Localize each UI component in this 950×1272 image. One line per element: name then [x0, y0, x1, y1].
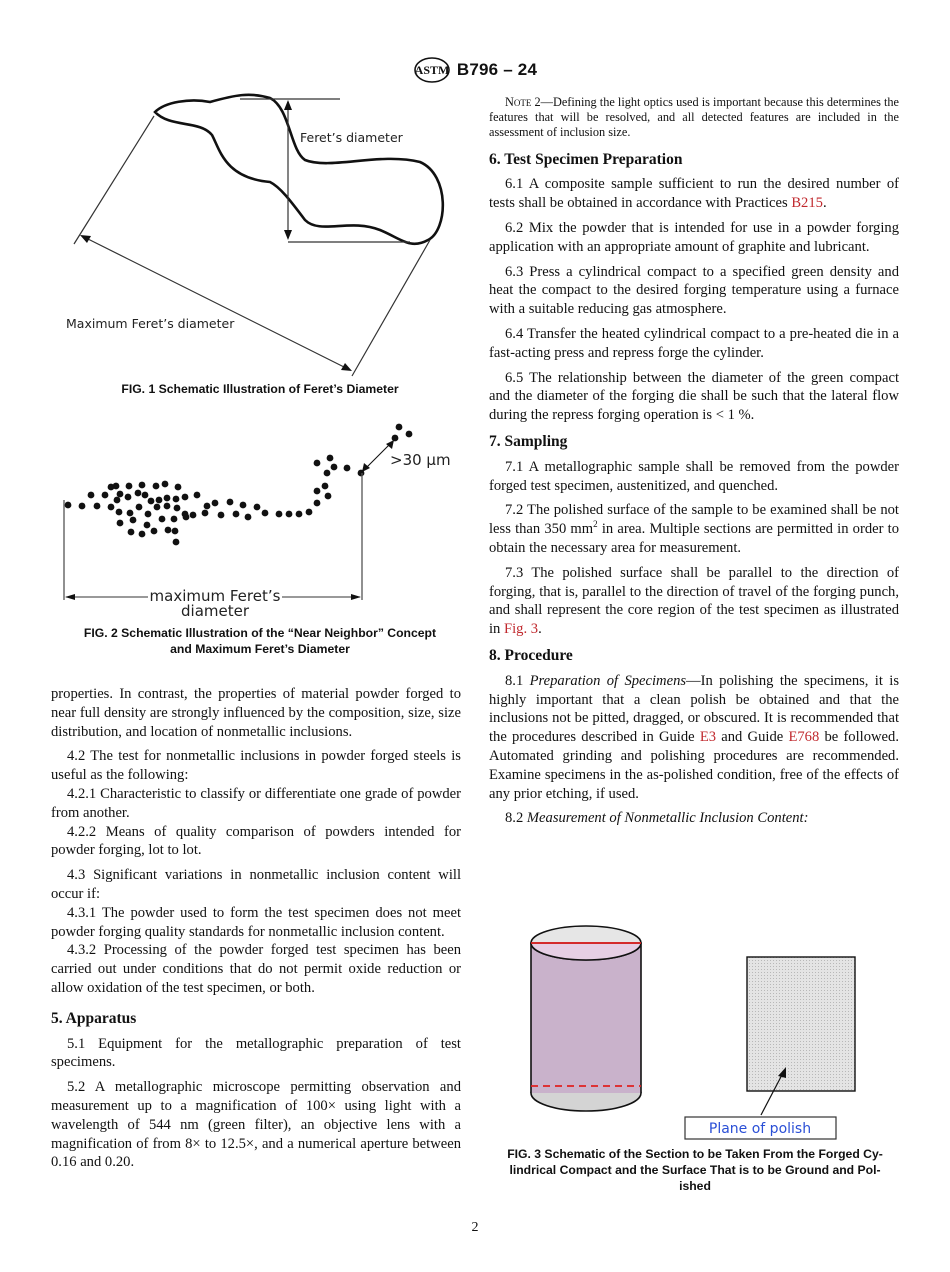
section-4-2-1: 4.2.1 Characteristic to classify or differentiate one grade of powder from another. [51, 785, 461, 821]
heading-sampling: 7. Sampling [489, 432, 568, 450]
figure-3-caption [485, 1146, 905, 1194]
figure-1-caption: FIG. 1 Schematic Illustration of Feret’s Diameter [121, 382, 399, 396]
cylinder-section-diagram [485, 915, 905, 1145]
section-4-2: 4.2 The test for nonmetallic inclusions in powder forged steels is useful as the following: [51, 748, 461, 784]
figure-2-caption-line-1: FIG. 2 Schematic Illustration of the “Near Neighbor” Concept [83, 626, 437, 640]
note-2-text: —Defining the light optics used is important because this determines the features that will be resolved, and all detected features are included in the assessment of inclusion size. [489, 95, 899, 140]
section-4-3-1: 4.3.1 The powder used to form the test specimen does not meet powder forging quality standards for nonmetallic inclusion content. [51, 904, 461, 940]
svg-text:maximum Feret’s: maximum Feret’s [149, 587, 281, 605]
svg-text:Feret’s diameter: Feret’s diameter [300, 130, 403, 145]
figure-2-caption [50, 625, 470, 657]
section-6-1: 6.1 A composite sample sufficient to run the desired number of tests shall be obtained in accordance with Practices B215. [489, 176, 899, 212]
svg-text:>30 µm: >30 µm [390, 451, 451, 469]
svg-text:Plane of polish: Plane of polish [708, 1121, 812, 1137]
svg-text:diameter: diameter [181, 602, 249, 620]
heading-apparatus: 5. Apparatus [51, 1009, 137, 1027]
link-e3[interactable]: E3 [699, 729, 717, 746]
note-2 [489, 95, 899, 141]
left-column-text [51, 685, 461, 1178]
figure-3-caption-line-3: ished [679, 1179, 711, 1193]
link-fig-3[interactable]: Fig. 3 [504, 621, 539, 638]
section-8-1: 8.1 Preparation of Specimens—In polishing the specimens, it is highly important that a clean polish be obtained and that the inclusions not be pitted, dragged, or obscured. It is recommended that the procedures described in Guide E3 and Guide E768 be followed. Automated grinding and polishing procedures are recommended. Examine specimens in the as-polished condition, free of the effects of any prior etching, if used. [489, 672, 899, 802]
figure-3-caption-line-1: FIG. 3 Schematic of the Section to be Taken From the Forged Cy- [507, 1147, 883, 1161]
page-header [0, 56, 950, 84]
page-number: 2 [471, 1220, 479, 1235]
section-8-2: 8.2 Measurement of Nonmetallic Inclusion Content: [505, 810, 809, 827]
figure-3 [485, 915, 905, 1145]
near-neighbor-diagram [50, 405, 470, 620]
paragraph-continued: properties. In contrast, the properties of material powder forged to near full density are strongly influenced by the composition, size, size distribution, and location of nonmetallic inclusions. [51, 686, 461, 740]
figure-2-caption-line-2: and Maximum Feret’s Diameter [170, 642, 350, 656]
heading-test-specimen-preparation: 6. Test Specimen Preparation [489, 150, 683, 168]
section-7-3: 7.3 The polished surface shall be parallel to the direction of forging, that is, parallel to the direction of travel of the forging punch, and shall represent the core region of the test specimen as illustrated in Fig. 3. [489, 564, 899, 638]
section-4-3-2: 4.3.2 Processing of the powder forged test specimen has been carried out under conditions that do not permit oxide reduction or allow oxidation of the test specimen, or both. [51, 942, 461, 996]
section-6-5: 6.5 The relationship between the diameter of the green compact and the diameter of the forging die shall be such that the lateral flow during the repress forging operation is < 1 %. [489, 369, 899, 424]
svg-text:ASTM: ASTM [414, 63, 450, 77]
section-6-4: 6.4 Transfer the heated cylindrical compact to a pre-heated die in a fast-acting press and repress forge the cylinder. [489, 325, 899, 361]
section-7-1: 7.1 A metallographic sample shall be removed from the powder forged test specimen, austenitized, and quenched. [489, 458, 899, 494]
section-6-2: 6.2 Mix the powder that is intended for use in a powder forging application with an appropriate amount of graphite and lubricant. [489, 220, 899, 255]
link-b215[interactable]: B215 [791, 195, 823, 212]
right-column-text [489, 95, 899, 834]
figure-1 [50, 90, 470, 380]
section-5-1: 5.1 Equipment for the metallographic preparation of test specimens. [51, 1035, 461, 1071]
feret-diameter-diagram [50, 90, 470, 380]
document-designation: B796 – 24 [456, 60, 538, 79]
section-5-2: 5.2 A metallographic microscope permitting observation and measurement up to a magnification of 100× using light with a wavelength of 544 nm (green filter), an objective lens with a magnification of from 8× to 12.5×, and a numerical aperture between 0.16 and 0.20. [51, 1079, 461, 1171]
section-4-3: 4.3 Significant variations in nonmetallic inclusion content will occur if: [51, 867, 461, 902]
section-6-3: 6.3 Press a cylindrical compact to a specified green density and heat the compact to the desired forging temperature using a furnace with a suitable reducing gas atmosphere. [489, 263, 899, 318]
heading-procedure: 8. Procedure [489, 646, 573, 664]
figure-2 [50, 405, 470, 620]
section-7-2: 7.2 The polished surface of the sample to be examined shall be not less than 350 $mm^2$ in area. Multiple sections are permitted in order to obtain the necessary area for measurement. [489, 502, 899, 556]
astm-logo-icon [413, 55, 451, 85]
link-e768[interactable]: E768 [788, 729, 820, 746]
figure-3-caption-line-2: lindrical Compact and the Surface That is to be Ground and Pol- [509, 1163, 881, 1177]
note-2-label: Note 2 [505, 95, 541, 109]
svg-text:Maximum Feret’s diameter: Maximum Feret’s diameter [66, 316, 235, 331]
section-4-2-2: 4.2.2 Means of quality comparison of powders intended for powder forging, lot to lot. [51, 823, 461, 859]
